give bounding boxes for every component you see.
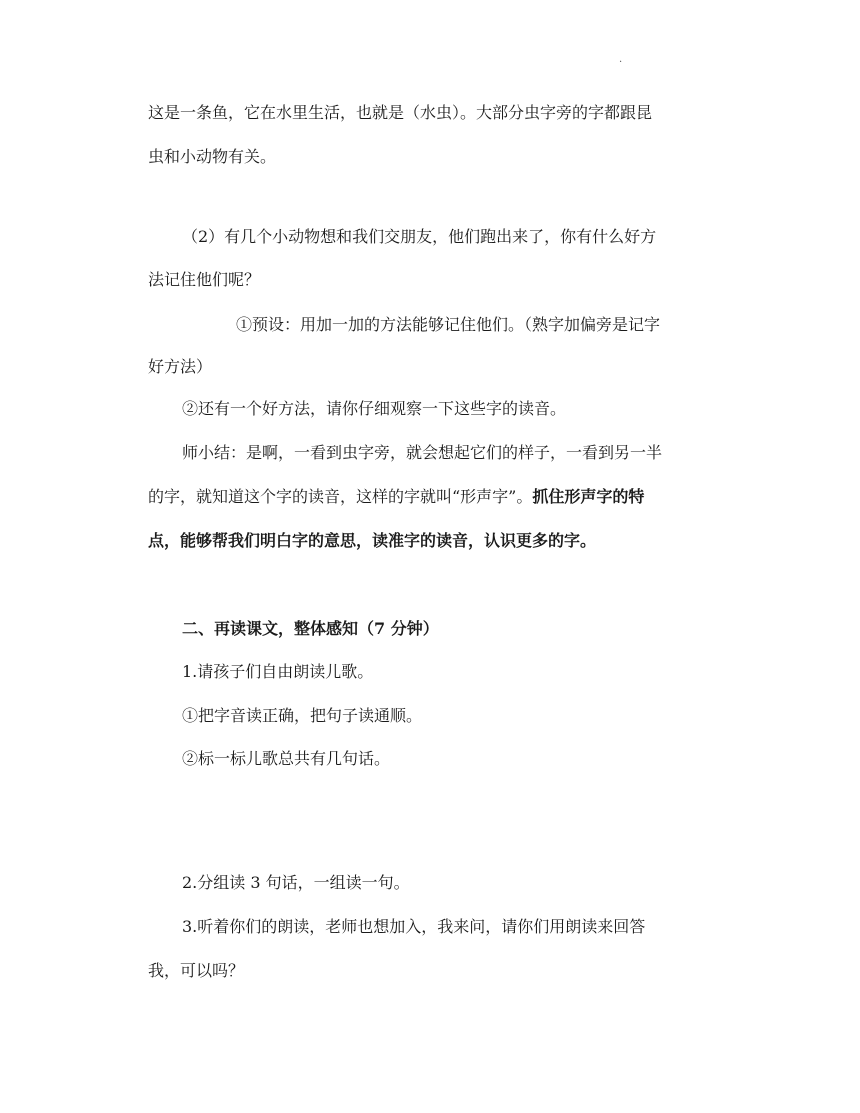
list-item-1a: ①把字音读正确，把句子读通顺。 <box>182 706 423 725</box>
paragraph-5-line-2-normal: 的字，就知道这个字的读音，这样的字就叫“形声字”。 <box>148 487 533 506</box>
paragraph-5-line-2 <box>148 486 644 508</box>
paragraph-2-line-2: 法记住他们呢？ <box>148 270 261 289</box>
paragraph-2-line-1: （2）有几个小动物想和我们交朋友，他们跑出来了，你有什么好方 <box>182 227 657 246</box>
list-item-3-line-1: 3.听着你们的朗读，老师也想加入，我来问，请你们用朗读来回答 <box>182 917 646 936</box>
paragraph-4: ②还有一个好方法，请你仔细观察一下这些字的读音。 <box>182 399 567 418</box>
list-item-1b: ②标一标儿歌总共有几句话。 <box>182 749 391 768</box>
section-heading: 二、再读课文，整体感知（7 分钟） <box>182 619 439 638</box>
list-item-3-line-2: 我，可以吗？ <box>148 961 245 980</box>
list-item-2: 2.分组读 3 句话，一组读一句。 <box>182 873 410 892</box>
paragraph-1-line-1: 这是一条鱼，它在水里生活，也就是（水虫）。大部分虫字旁的字都跟昆 <box>148 103 653 122</box>
paragraph-3-line-1: ①预设：用加一加的方法能够记住他们。（熟字加偏旁是记字 <box>236 315 661 334</box>
paragraph-3-line-2: 好方法） <box>148 357 213 376</box>
paragraph-5-line-2-emphasis: 抓住形声字的特 <box>532 487 645 506</box>
paragraph-1-line-2: 虫和小动物有关。 <box>148 147 277 166</box>
corner-mark: . <box>619 54 623 65</box>
paragraph-5-line-1: 师小结：是啊，一看到虫字旁，就会想起它们的样子，一看到另一半 <box>182 443 663 462</box>
list-item-1: 1.请孩子们自由朗读儿歌。 <box>182 662 374 681</box>
paragraph-5-line-3-emphasis: 点，能够帮我们明白字的意思，读准字的读音，认识更多的字。 <box>148 531 597 550</box>
